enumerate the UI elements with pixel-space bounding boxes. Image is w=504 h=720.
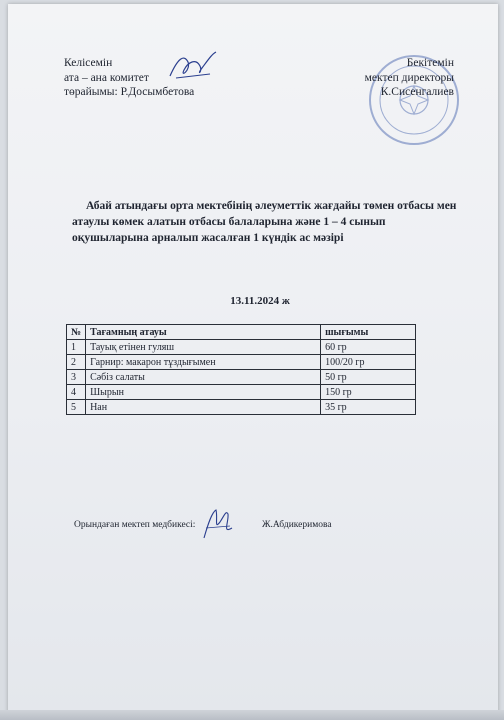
- title-line-3: оқушыларына арналып жасалған 1 күндік ас мәзірі: [72, 232, 344, 244]
- document-page: [8, 4, 498, 716]
- table-row: [67, 400, 416, 415]
- table-row: [67, 385, 416, 400]
- cell-number: 4: [67, 385, 86, 400]
- cell-yield: 60 гр: [321, 340, 416, 355]
- cell-yield: 50 гр: [321, 370, 416, 385]
- signature-committee: [166, 48, 218, 86]
- table-row: [67, 340, 416, 355]
- document-date: 13.11.2024 ж: [230, 295, 290, 307]
- cell-dish: Гарнир: макарон тұздығымен: [86, 355, 321, 370]
- document-title: [72, 198, 472, 246]
- header-yield: шығымы: [321, 325, 416, 340]
- approval-block-right: [365, 56, 454, 100]
- footer-name: Ж.Абдикеримова: [262, 520, 332, 530]
- title-line-2: атаулы көмек алатын отбасы балаларына және 1 – 4 сынып: [72, 216, 386, 228]
- menu-table: [66, 324, 416, 415]
- cell-yield: 100/20 гр: [321, 355, 416, 370]
- title-line-1: Абай атындағы орта мектебінің әлеуметтік жағдайы төмен отбасы мен: [86, 200, 457, 212]
- table-header-row: [67, 325, 416, 340]
- cell-number: 5: [67, 400, 86, 415]
- cell-number: 2: [67, 355, 86, 370]
- approval-left-line-2: ата – ана комитет: [64, 71, 149, 84]
- table-row: [67, 355, 416, 370]
- header-number: №: [67, 325, 86, 340]
- cell-dish: Сәбіз салаты: [86, 370, 321, 385]
- signature-nurse: [198, 504, 238, 544]
- approval-right-line-2: мектеп директоры: [364, 71, 454, 84]
- table-row: [67, 370, 416, 385]
- page-bottom-edge: [0, 710, 504, 720]
- cell-dish: Шырын: [86, 385, 321, 400]
- cell-yield: 150 гр: [321, 385, 416, 400]
- approval-right-line-3: К.Сисенгалиев: [380, 86, 454, 98]
- cell-dish: Нан: [86, 400, 321, 415]
- cell-number: 1: [67, 340, 86, 355]
- cell-number: 3: [67, 370, 86, 385]
- approval-left-line-3: төрайымы: Р.Досымбетова: [64, 86, 195, 98]
- cell-yield: 35 гр: [321, 400, 416, 415]
- approval-right-line-1: Бекітемін: [406, 57, 454, 69]
- cell-dish: Тауық етінен гуляш: [86, 340, 321, 355]
- header-dish-name: Тағамның атауы: [86, 325, 321, 340]
- footer-label: Орындаған мектеп медбикесі:: [74, 520, 196, 530]
- approval-left-line-1: Келісемін: [64, 57, 113, 69]
